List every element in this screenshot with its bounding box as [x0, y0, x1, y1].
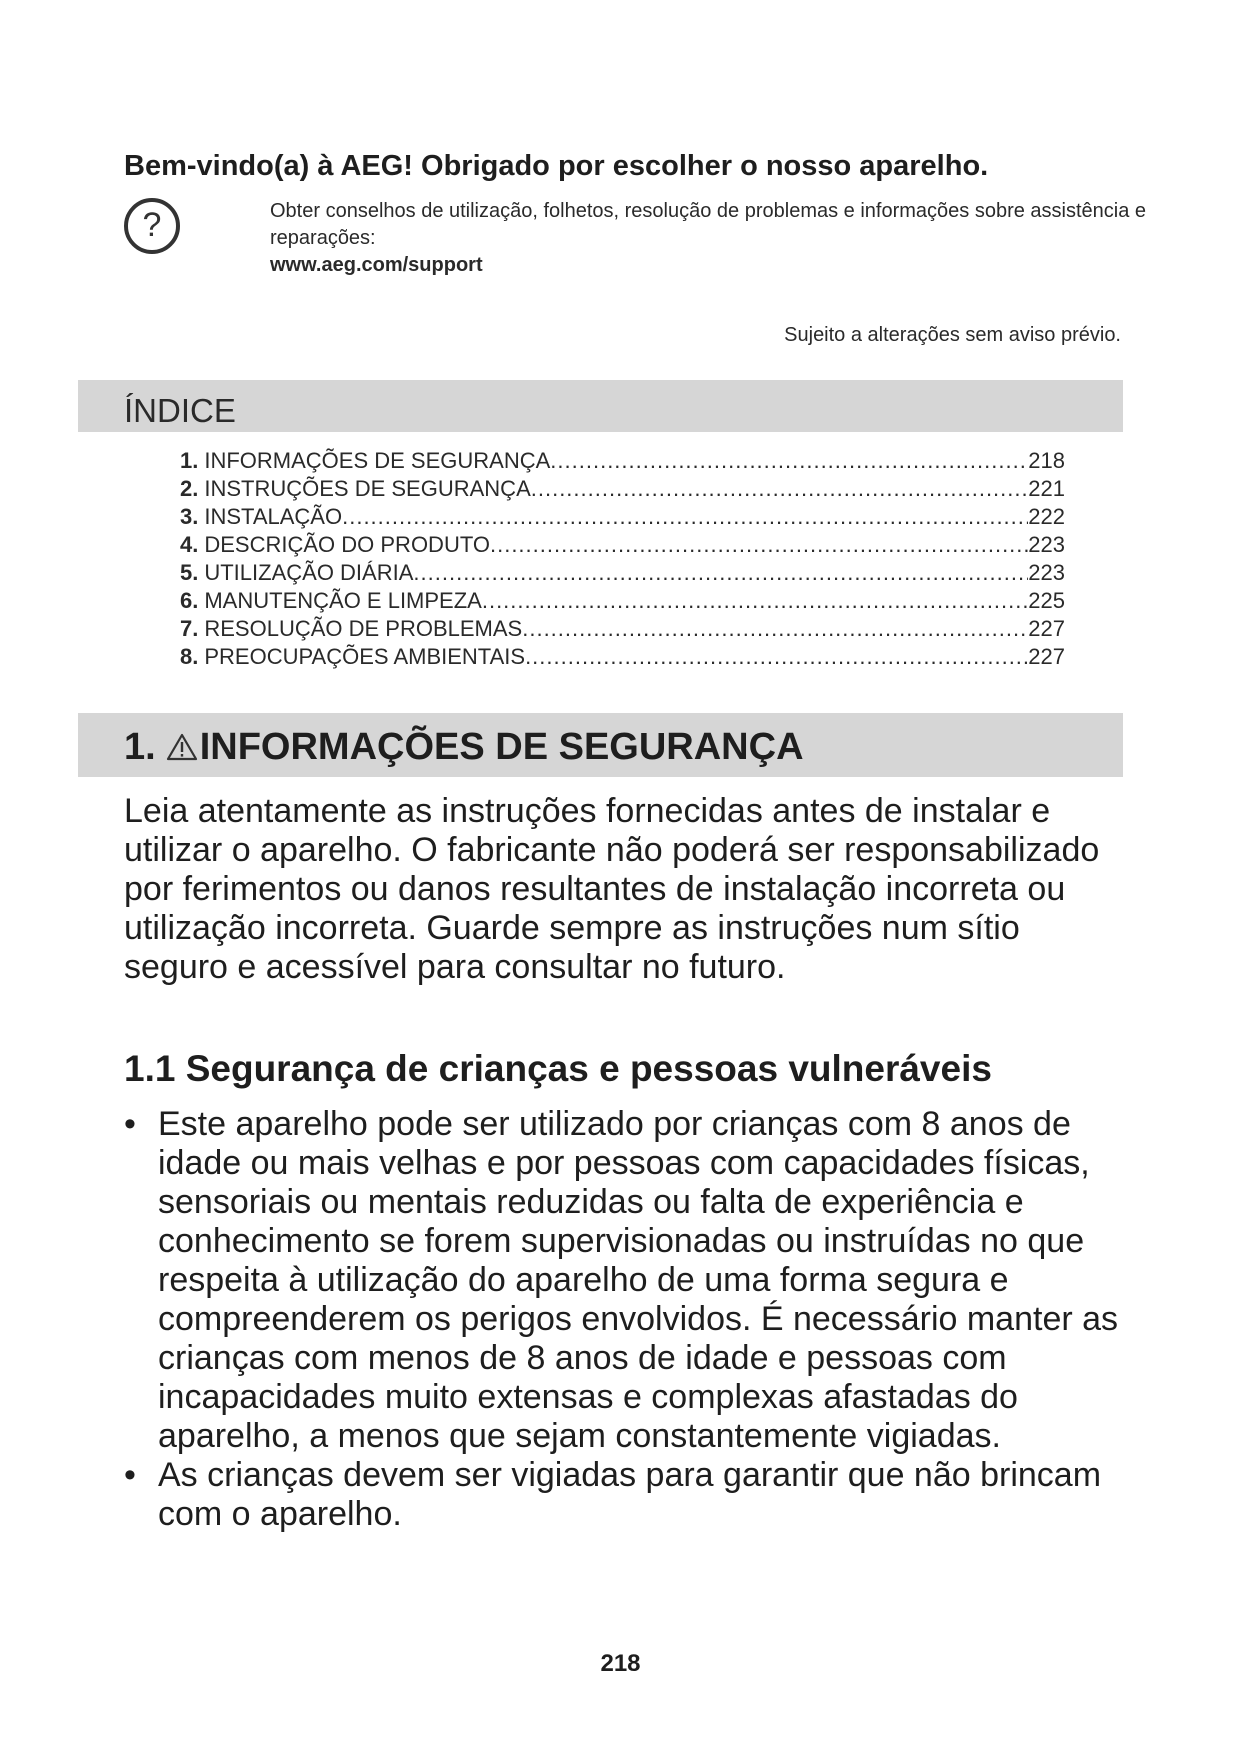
toc-item[interactable] — [180, 643, 1065, 671]
toc-item-label: INSTRUÇÕES DE SEGURANÇA — [204, 476, 531, 501]
toc-item[interactable] — [180, 615, 1065, 643]
page-number: 218 — [600, 1650, 641, 1677]
toc-item[interactable] — [180, 447, 1065, 475]
support-text: Obter conselhos de utilização, folhetos, resolução de problemas e informações sobre assistência e reparações: — [270, 200, 1147, 249]
toc-leader — [482, 587, 1028, 615]
section-number: 1. — [124, 726, 156, 768]
toc-item-label: INSTALAÇÃO — [204, 504, 343, 529]
toc-item-label: DESCRIÇÃO DO PRODUTO — [204, 532, 490, 557]
toc-item[interactable] — [180, 475, 1065, 503]
toc-leader — [531, 475, 1029, 503]
toc-leader — [490, 531, 1028, 559]
toc-item-page: 218 — [1028, 448, 1065, 473]
section-title — [124, 726, 804, 769]
toc-item-page: 222 — [1028, 504, 1065, 529]
question-icon: ? — [124, 198, 180, 254]
support-url-link[interactable]: www.aeg.com/support — [270, 254, 483, 276]
bullet-mark: • — [124, 1456, 136, 1494]
toc-item-label: INFORMAÇÕES DE SEGURANÇA — [204, 448, 551, 473]
toc-item[interactable] — [180, 503, 1065, 531]
toc-item-number: 2. — [180, 476, 199, 501]
toc-item-number: 4. — [180, 532, 199, 557]
section-title-text: INFORMAÇÕES DE SEGURANÇA — [199, 726, 804, 768]
toc-item-page: 227 — [1028, 644, 1065, 669]
toc-leader — [525, 643, 1028, 671]
intro-paragraph: Leia atentamente as instruções fornecidas antes de instalar e utilizar o aparelho. O fabricante não poderá ser responsabilizado por ferimentos ou danos resultantes de instalação incorreta ou utilização incorreta. Guarde sempre as instruções num sítio seguro e acessível para consultar no futuro. — [124, 792, 1100, 986]
list-item — [124, 1105, 1124, 1456]
table-of-contents — [180, 447, 1065, 671]
toc-item-label: PREOCUPAÇÕES AMBIENTAIS — [204, 644, 526, 669]
toc-item-number: 8. — [180, 644, 199, 669]
toc-leader — [342, 503, 1028, 531]
toc-item-label: MANUTENÇÃO E LIMPEZA — [204, 588, 482, 613]
welcome-heading: Bem-vindo(a) à AEG! Obrigado por escolher o nosso aparelho. — [124, 150, 989, 182]
warning-icon — [166, 733, 198, 761]
subsection-title: 1.1 Segurança de crianças e pessoas vulneráveis — [124, 1048, 992, 1089]
list-item-text: Este aparelho pode ser utilizado por crianças com 8 anos de idade ou mais velhas e por pessoas com capacidades físicas, sensoriais ou mentais reduzidas ou falta de experiência e conhecimento se forem supervisionadas ou instruídas no que respeita à utilização do aparelho de uma forma segura e compreenderem os perigos envolvidos. É necessário manter as crianças com menos de 8 anos de idade e pessoas com incapacidades muito extensas e complexas afastadas do aparelho, a menos que sejam constantemente vigiadas. — [158, 1105, 1119, 1455]
toc-item-page: 223 — [1028, 532, 1065, 557]
toc-item[interactable] — [180, 587, 1065, 615]
toc-item-label: UTILIZAÇÃO DIÁRIA — [204, 560, 414, 585]
list-item — [124, 1456, 1124, 1534]
toc-item-label: RESOLUÇÃO DE PROBLEMAS — [204, 616, 523, 641]
change-notice: Sujeito a alterações sem aviso prévio. — [784, 324, 1121, 346]
bullet-mark: • — [124, 1105, 136, 1143]
toc-leader — [550, 447, 1028, 475]
toc-item-page: 225 — [1028, 588, 1065, 613]
toc-item-page: 227 — [1028, 616, 1065, 641]
toc-item-page: 223 — [1028, 560, 1065, 585]
toc-item-number: 7. — [180, 616, 199, 641]
bullet-list — [124, 1105, 1124, 1534]
toc-leader — [413, 559, 1028, 587]
toc-item-number: 5. — [180, 560, 199, 585]
toc-item-page: 221 — [1028, 476, 1065, 501]
list-item-text: As crianças devem ser vigiadas para garantir que não brincam com o aparelho. — [158, 1456, 1102, 1533]
index-title: ÍNDICE — [124, 392, 236, 429]
toc-item[interactable] — [180, 559, 1065, 587]
support-info — [270, 198, 1150, 279]
toc-item-number: 1. — [180, 448, 199, 473]
toc-item-number: 6. — [180, 588, 199, 613]
toc-leader — [522, 615, 1028, 643]
toc-item[interactable] — [180, 531, 1065, 559]
toc-item-number: 3. — [180, 504, 199, 529]
